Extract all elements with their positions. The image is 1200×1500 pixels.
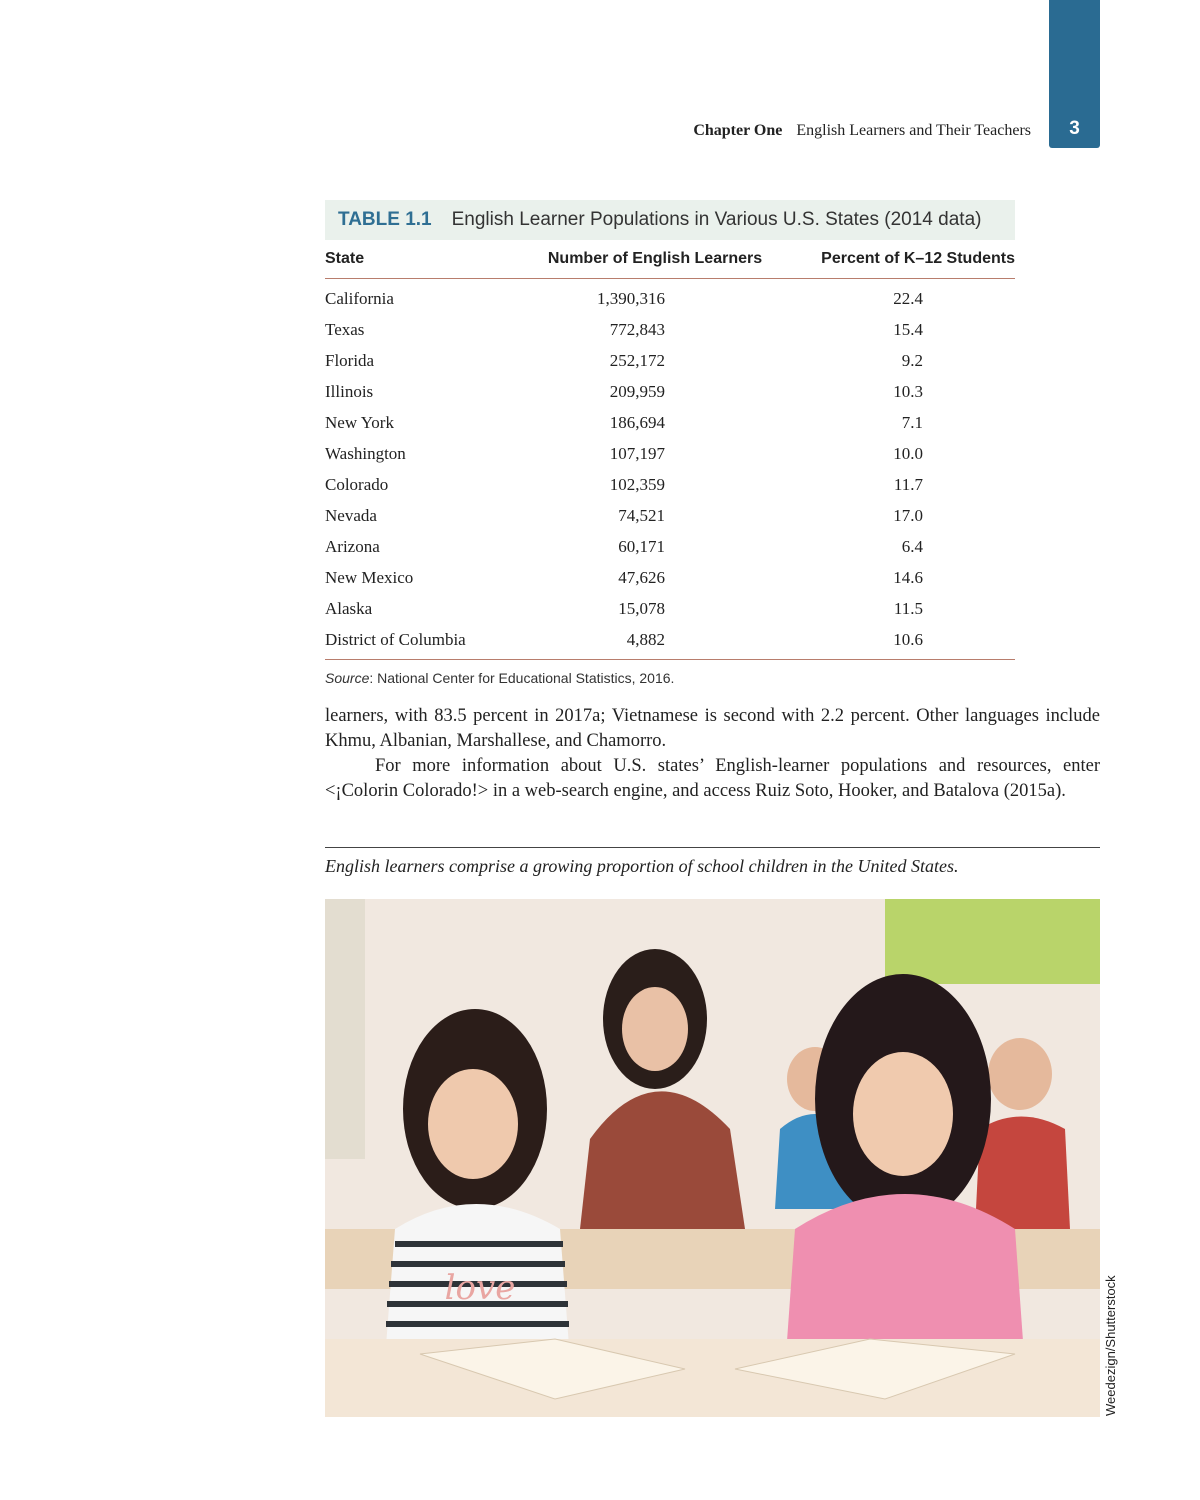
cell-number: 102,359 xyxy=(609,474,665,494)
cell-number: 209,959 xyxy=(609,381,665,401)
english-learner-table xyxy=(325,240,1015,655)
table-source xyxy=(325,670,1015,686)
page-number: 3 xyxy=(1069,118,1080,139)
cell-percent: 10.6 xyxy=(893,629,923,649)
table-row xyxy=(325,624,1015,655)
cell-percent: 22.4 xyxy=(893,288,923,308)
table-label: TABLE 1.1 xyxy=(338,209,432,230)
cell-percent: 6.4 xyxy=(901,536,923,556)
table-header-row xyxy=(325,240,1015,279)
cell-number: 15,078 xyxy=(618,598,665,618)
cell-state: Nevada xyxy=(325,505,377,525)
data-table-block xyxy=(325,200,1015,686)
table-row xyxy=(325,376,1015,407)
table-row xyxy=(325,469,1015,500)
table-row xyxy=(325,438,1015,469)
cell-percent: 7.1 xyxy=(901,412,923,432)
cell-state: Alaska xyxy=(325,598,373,618)
cell-state: Arizona xyxy=(325,536,380,556)
table-row xyxy=(325,407,1015,438)
cell-percent: 14.6 xyxy=(893,567,923,587)
cell-state: Texas xyxy=(325,319,365,339)
shirt-text: love xyxy=(444,1268,516,1308)
table-row xyxy=(325,593,1015,624)
chapter-label: Chapter One xyxy=(693,122,783,139)
cell-number: 47,626 xyxy=(618,567,665,587)
cell-state: New Mexico xyxy=(325,567,414,587)
cell-state: Colorado xyxy=(325,474,389,494)
column-header-percent: Percent of K–12 Students xyxy=(795,240,1015,279)
cell-number: 4,882 xyxy=(626,629,665,649)
cell-percent: 10.3 xyxy=(893,381,923,401)
paragraph: For more information about U.S. states’ English-learner populations and resources, enter <¡Colorin Colorado!> in a web-search engine, and access Ruiz Soto, Hooker, and Batalova (2015a). xyxy=(325,756,1100,801)
cell-number: 60,171 xyxy=(618,536,665,556)
figure-divider xyxy=(325,847,1100,848)
cell-number: 772,843 xyxy=(609,319,665,339)
cell-percent: 10.0 xyxy=(893,443,923,463)
table-row xyxy=(325,279,1015,315)
cell-number: 107,197 xyxy=(609,443,665,463)
chapter-title: English Learners and Their Teachers xyxy=(796,122,1031,139)
page-number-tab xyxy=(1049,0,1100,148)
cell-number: 252,172 xyxy=(609,350,665,370)
cell-state: Florida xyxy=(325,350,375,370)
photo-credit: Weedezign/Shutterstock xyxy=(1103,1275,1118,1416)
cell-state: New York xyxy=(325,412,394,432)
table-bottom-rule xyxy=(325,659,1015,660)
cell-number: 74,521 xyxy=(618,505,665,525)
table-body xyxy=(325,279,1015,656)
figure-caption: English learners comprise a growing proportion of school children in the United States. xyxy=(325,856,959,876)
column-header-number: Number of English Learners xyxy=(515,240,795,279)
table-row xyxy=(325,314,1015,345)
source-text: : National Center for Educational Statistics, 2016. xyxy=(369,670,675,686)
cell-number: 186,694 xyxy=(609,412,665,432)
cell-state: California xyxy=(325,288,394,308)
cell-number: 1,390,316 xyxy=(597,288,665,308)
body-text xyxy=(325,704,1100,804)
table-row xyxy=(325,345,1015,376)
table-row xyxy=(325,500,1015,531)
cell-percent: 11.7 xyxy=(893,474,923,494)
table-row xyxy=(325,531,1015,562)
cell-state: District of Columbia xyxy=(325,629,466,649)
cell-percent: 15.4 xyxy=(893,319,923,339)
table-caption xyxy=(325,200,1015,240)
paragraph: learners, with 83.5 percent in 2017a; Vietnamese is second with 2.2 percent. Other languages include Khmu, Albanian, Marshallese, and Chamorro. xyxy=(325,706,1100,751)
cell-percent: 11.5 xyxy=(893,598,923,618)
cell-percent: 9.2 xyxy=(901,350,923,370)
table-title: English Learner Populations in Various U.S. States (2014 data) xyxy=(451,209,982,230)
column-header-state: State xyxy=(325,240,515,279)
running-header xyxy=(693,122,1031,140)
classroom-photo xyxy=(325,899,1100,1417)
cell-state: Illinois xyxy=(325,381,374,401)
cell-state: Washington xyxy=(325,443,406,463)
source-label: Source xyxy=(325,670,370,686)
cell-percent: 17.0 xyxy=(893,505,923,525)
table-row xyxy=(325,562,1015,593)
